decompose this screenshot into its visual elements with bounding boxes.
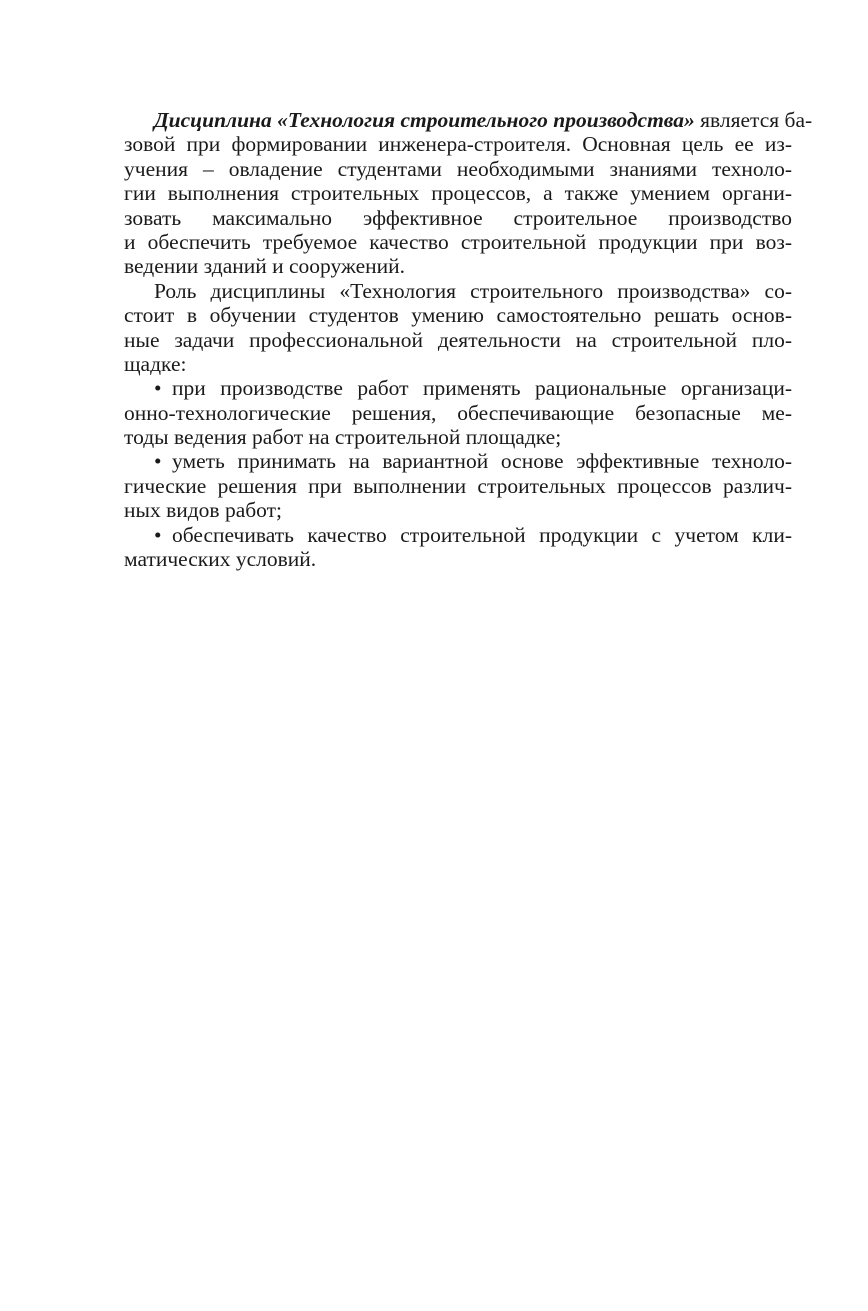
- paragraph-line: и обеспечить требуемое качество строительной продукции при воз-: [124, 229, 792, 254]
- bullet-line: [124, 449, 792, 473]
- bullet-text: уметь принимать на вариантной основе эффективные техноло-: [172, 449, 792, 474]
- bullet-item: [124, 376, 792, 449]
- bullet-text: при производстве работ применять рациональные организаци-: [172, 376, 792, 401]
- bullet-line: тоды ведения работ на строительной площадке;: [124, 425, 562, 450]
- bullet-item: [124, 523, 792, 572]
- bullet-line: онно-технологические решения, обеспечивающие безопасные ме-: [124, 400, 792, 425]
- paragraph-line: ведении зданий и сооружений.: [124, 254, 406, 279]
- paragraph-discipline-role: [124, 279, 792, 377]
- discipline-title-emphasis: Дисциплина «Технология строительного производства»: [154, 108, 695, 132]
- bullet-icon: •: [154, 376, 162, 401]
- paragraph-line: ные задачи профессиональной деятельности на строительной пло-: [124, 327, 792, 352]
- paragraph-line: [124, 108, 813, 132]
- bullet-line: ных видов работ;: [124, 498, 283, 523]
- paragraph-line-text: является ба-: [694, 108, 813, 132]
- paragraph-line: щадке:: [124, 351, 187, 376]
- paragraph-line: зовой при формировании инженера-строителя. Основная цель ее из-: [124, 132, 792, 157]
- bullet-text: обеспечивать качество строительной продукции с учетом кли-: [172, 522, 792, 547]
- paragraph-line: учения – овладение студентами необходимыми знаниями техноло-: [124, 156, 792, 181]
- paragraph-line: гии выполнения строительных процессов, а также умением органи-: [124, 181, 792, 206]
- bullet-icon: •: [154, 522, 162, 547]
- paragraph-line: Роль дисциплины «Технология строительного производства» со-: [154, 278, 792, 303]
- body-text: [124, 108, 813, 572]
- bullet-line: гические решения при выполнении строительных процессов различ-: [124, 473, 792, 498]
- paragraph-discipline-definition: [124, 108, 813, 279]
- paragraph-line: зовать максимально эффективное строительное производство: [124, 205, 792, 230]
- bullet-line: [124, 376, 792, 400]
- bullet-item: [124, 449, 792, 522]
- paragraph-line: стоит в обучении студентов умению самостоятельно решать основ-: [124, 303, 792, 328]
- bullet-line: [124, 523, 792, 547]
- bullet-icon: •: [154, 449, 162, 474]
- bullet-line: матических условий.: [124, 547, 317, 572]
